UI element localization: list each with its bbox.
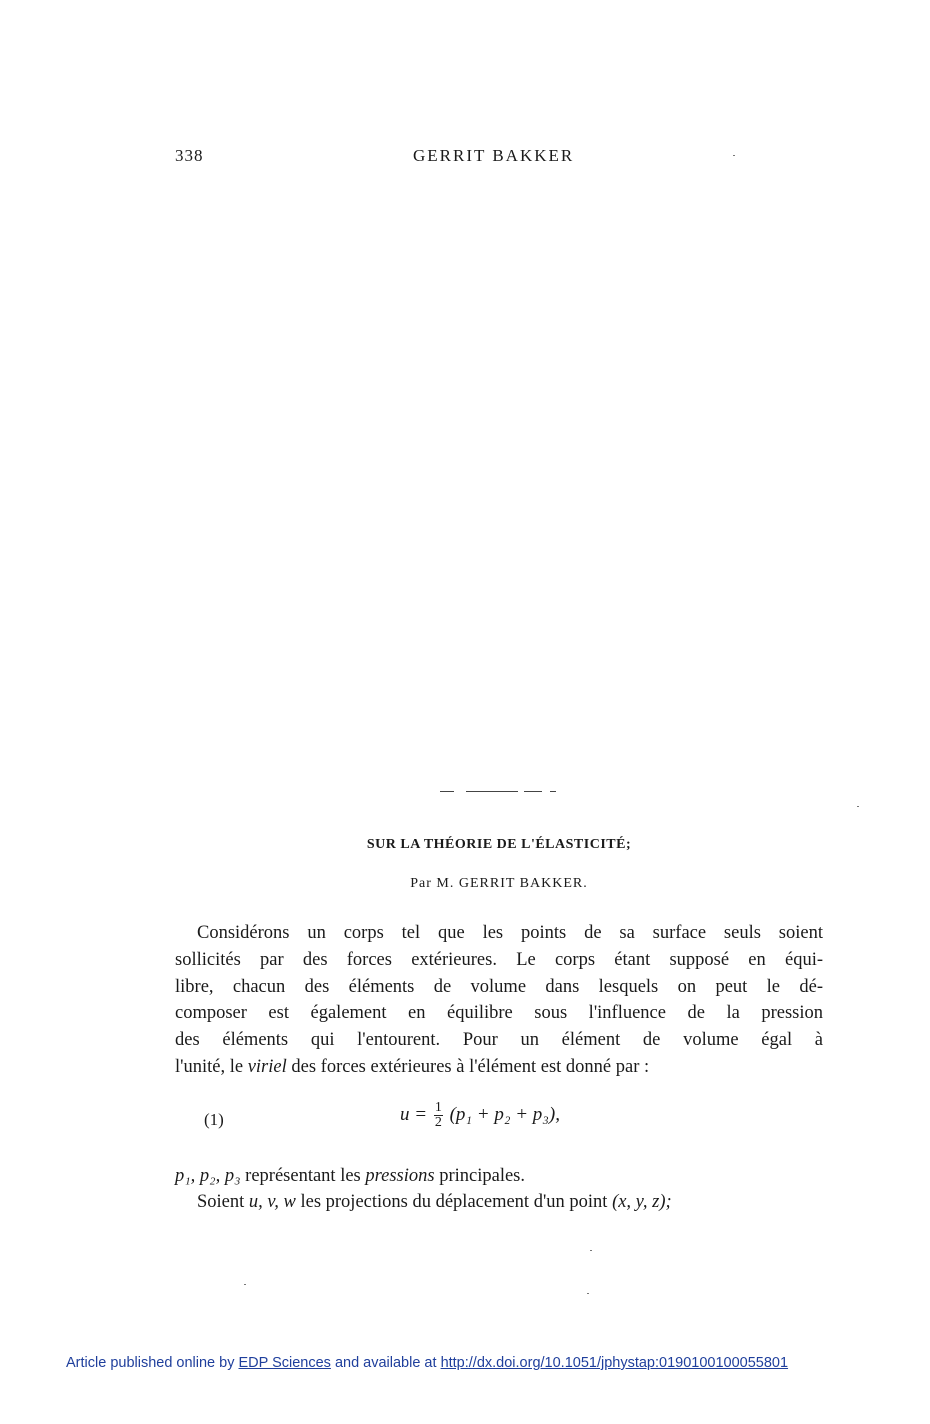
scan-speck [590,1250,592,1251]
paragraph-line: libre, chacun des éléments de volume dans lesquels on peut le dé- [175,976,823,997]
text-line-soient [197,1192,823,1213]
fraction-denominator: 2 [434,1115,442,1130]
publisher-link[interactable]: EDP Sciences [238,1355,331,1371]
page-number: 338 [175,146,204,165]
text-run: l'unité, le [175,1056,248,1077]
displacement-variables: u, v, w [248,1192,296,1212]
text-run: Soient [197,1192,249,1212]
scan-speck [244,1284,246,1285]
fraction-numerator: 1 [434,1100,442,1115]
scan-speck [733,155,735,156]
publication-footer [66,1355,866,1371]
equation [400,1101,560,1130]
paragraph-line: composer est également en équilibre sous l'influence de la pression [175,1003,823,1024]
text-run: les projections du déplacement d'un point [295,1192,613,1212]
italic-term-viriel: viriel [247,1056,287,1077]
doi-link[interactable]: http://dx.doi.org/10.1051/jphystap:0190100100055801 [440,1355,789,1371]
running-head [175,146,595,168]
paragraph-line-last [175,1054,823,1081]
running-title: GERRIT BAKKER [413,146,575,165]
equation-rhs: (p₁ + p₂ + p₃), [449,1103,560,1125]
point-coordinates: (x, y, z); [612,1192,672,1212]
footer-middle: and available at [330,1355,441,1371]
article-title: SUR LA THÉORIE DE L'ÉLASTICITÉ; [366,837,632,852]
paragraph-line: des éléments qui l'entourent. Pour un élément de volume égal à [175,1030,823,1051]
section-divider [440,791,558,792]
paragraph-line: Considérons un corps tel que les points de sa surface seuls soient [197,923,823,943]
italic-term-pressions: pressions [365,1166,435,1186]
text-line-after-equation [175,1166,525,1187]
body-paragraph [175,920,823,1081]
scan-speck [587,1293,589,1294]
text-run: principales. [434,1166,526,1186]
footer-prefix: Article published online by [66,1355,239,1371]
pressure-variables: p₁, p₂, p₃ [175,1166,241,1186]
paragraph-line: sollicités par des forces extérieures. Le corps étant supposé en équi- [175,949,823,970]
equation-number: (1) [204,1110,224,1129]
text-run: des forces extérieures à l'élément est donné par : [286,1056,650,1077]
scan-speck [857,806,859,807]
text-run: représentant les [240,1166,366,1186]
equation-lhs: u = [400,1103,428,1125]
equation-fraction [434,1101,443,1130]
article-byline: Par M. GERRIT BAKKER. [410,876,588,891]
